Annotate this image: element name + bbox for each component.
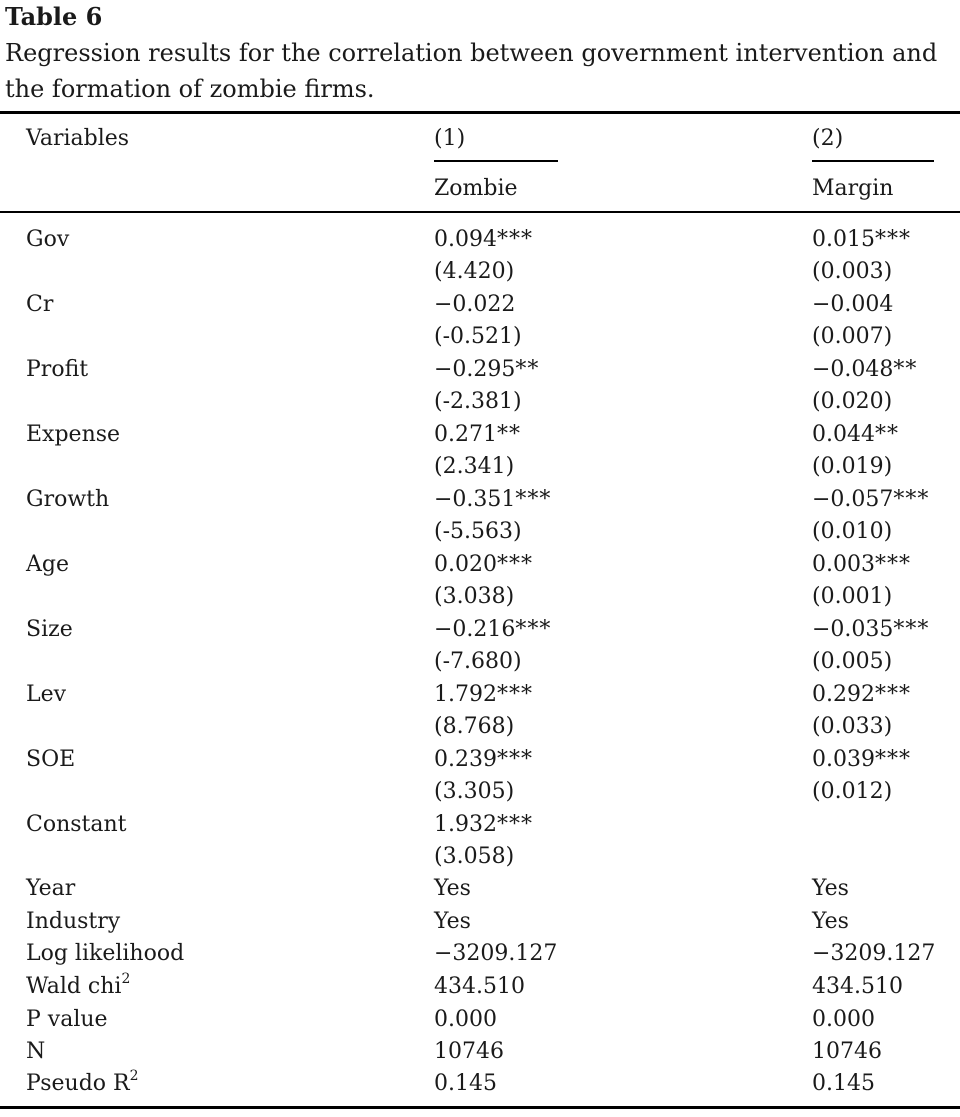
row-label: Gov	[26, 227, 70, 252]
row-se-col1: (3.038)	[434, 584, 515, 609]
row-label: SOE	[26, 747, 76, 772]
stat-label-industry: Industry	[26, 909, 121, 934]
stat-label-wald-sup: 2	[121, 970, 131, 987]
stat-value-year-col1: Yes	[434, 876, 471, 901]
row-coef-col1	[434, 422, 521, 448]
row-coef-col1-stars: ***	[515, 617, 552, 642]
row-coef-col2	[812, 552, 911, 578]
stat-value-pseudo-col2: 0.145	[812, 1071, 875, 1096]
row-coef-col1	[434, 227, 533, 253]
row-label: Profit	[26, 357, 89, 382]
row-coef-col1-value: −0.022	[434, 292, 516, 317]
row-coef-col2	[812, 747, 911, 773]
stat-label-n: N	[26, 1039, 46, 1064]
stat-label-wald-text: Wald chi	[26, 974, 122, 999]
stat-value-wald-col2: 434.510	[812, 974, 903, 999]
stat-label-year: Year	[26, 876, 76, 901]
row-se-col1: (3.058)	[434, 844, 515, 869]
column-2-underline	[812, 160, 934, 162]
stat-label-pseudo-sup: 2	[129, 1067, 139, 1084]
stat-value-year-col2: Yes	[812, 876, 849, 901]
row-coef-col2-value: 0.039	[812, 747, 875, 772]
stat-label-pseudo	[26, 1067, 139, 1097]
row-coef-col1	[434, 552, 533, 578]
row-coef-col2-stars: ***	[893, 487, 930, 512]
row-se-col2: (0.033)	[812, 714, 893, 739]
row-se-col2: (0.005)	[812, 649, 893, 674]
row-coef-col2-value: −0.057	[812, 487, 894, 512]
header-variables: Variables	[26, 126, 130, 151]
row-coef-col2	[812, 487, 929, 513]
column-1-underline	[434, 160, 558, 162]
stat-value-pvalue-col2: 0.000	[812, 1007, 875, 1032]
row-coef-col1	[434, 487, 551, 513]
stat-value-n-col2: 10746	[812, 1039, 882, 1064]
row-se-col2: (0.007)	[812, 324, 893, 349]
row-coef-col1-value: 0.094	[434, 227, 497, 252]
row-coef-col2-stars: **	[893, 357, 918, 382]
row-se-col1: (8.768)	[434, 714, 515, 739]
header-col1-number: (1)	[434, 126, 466, 151]
stat-label-wald	[26, 970, 131, 1000]
row-coef-col2-value: 0.015	[812, 227, 875, 252]
row-coef-col2-stars: ***	[874, 682, 911, 707]
stat-value-industry-col1: Yes	[434, 909, 471, 934]
row-coef-col2	[812, 422, 899, 448]
row-se-col1: (3.305)	[434, 779, 515, 804]
row-coef-col2-stars: **	[874, 422, 899, 447]
stat-value-loglik-col1: −3209.127	[434, 941, 558, 966]
row-coef-col1-value: 1.932	[434, 812, 497, 837]
stat-value-loglik-col2: −3209.127	[812, 941, 936, 966]
header-col2-number: (2)	[812, 126, 844, 151]
row-coef-col1-value: −0.351	[434, 487, 516, 512]
row-coef-col2-stars: ***	[874, 227, 911, 252]
stat-label-pseudo-text: Pseudo R	[26, 1071, 130, 1096]
row-coef-col2	[812, 357, 917, 383]
row-coef-col1	[434, 617, 551, 643]
row-coef-col1-value: 1.792	[434, 682, 497, 707]
table-caption	[5, 2, 960, 107]
table-bottom-rule	[0, 1106, 960, 1109]
stat-label-pvalue: P value	[26, 1007, 108, 1032]
row-coef-col1-stars: ***	[496, 552, 533, 577]
row-se-col2: (0.010)	[812, 519, 893, 544]
stat-value-n-col1: 10746	[434, 1039, 504, 1064]
row-coef-col2-stars: ***	[874, 747, 911, 772]
row-coef-col1-value: 0.020	[434, 552, 497, 577]
row-coef-col2	[812, 617, 929, 643]
row-coef-col1	[434, 747, 533, 773]
row-coef-col2	[812, 227, 911, 253]
row-label: Constant	[26, 812, 127, 837]
table-title: Regression results for the correlation between government intervention and the formation of zombie firms.	[5, 39, 938, 103]
row-coef-col1-stars: ***	[515, 487, 552, 512]
row-coef-col1-stars: ***	[496, 747, 533, 772]
row-se-col1: (-5.563)	[434, 519, 522, 544]
row-label: Age	[26, 552, 69, 577]
row-coef-col2-value: 0.003	[812, 552, 875, 577]
stat-value-pvalue-col1: 0.000	[434, 1007, 497, 1032]
row-se-col2: (0.019)	[812, 454, 893, 479]
row-coef-col1	[434, 292, 515, 318]
row-se-col2: (0.020)	[812, 389, 893, 414]
row-label: Expense	[26, 422, 121, 447]
row-coef-col2-value: 0.292	[812, 682, 875, 707]
row-label: Size	[26, 617, 73, 642]
row-se-col1: (-7.680)	[434, 649, 522, 674]
row-coef-col2-value: −0.048	[812, 357, 894, 382]
row-coef-col2-value: −0.004	[812, 292, 894, 317]
row-se-col1: (2.341)	[434, 454, 515, 479]
stat-value-industry-col2: Yes	[812, 909, 849, 934]
stat-value-wald-col1: 434.510	[434, 974, 525, 999]
row-coef-col1-stars: ***	[496, 682, 533, 707]
row-se-col2: (0.012)	[812, 779, 893, 804]
header-bottom-rule	[0, 211, 960, 213]
row-se-col1: (4.420)	[434, 259, 515, 284]
row-se-col1: (-2.381)	[434, 389, 522, 414]
header-col1-name: Zombie	[434, 176, 518, 201]
stat-value-pseudo-col1: 0.145	[434, 1071, 497, 1096]
row-coef-col1-value: 0.271	[434, 422, 497, 447]
row-coef-col1	[434, 357, 539, 383]
stat-label-loglik: Log likelihood	[26, 941, 185, 966]
row-coef-col1-stars: **	[515, 357, 540, 382]
row-se-col1: (-0.521)	[434, 324, 522, 349]
row-coef-col1-stars: **	[496, 422, 521, 447]
row-coef-col2-stars: ***	[874, 552, 911, 577]
row-coef-col1-stars: ***	[496, 812, 533, 837]
row-label: Lev	[26, 682, 67, 707]
row-coef-col2-stars: ***	[893, 617, 930, 642]
row-se-col2: (0.003)	[812, 259, 893, 284]
row-coef-col1-stars: ***	[496, 227, 533, 252]
row-coef-col1	[434, 682, 533, 708]
row-se-col2: (0.001)	[812, 584, 893, 609]
row-label: Growth	[26, 487, 110, 512]
table-top-rule	[0, 111, 960, 114]
row-coef-col2-value: −0.035	[812, 617, 894, 642]
row-coef-col1-value: −0.295	[434, 357, 516, 382]
row-coef-col1-value: 0.239	[434, 747, 497, 772]
row-coef-col2	[812, 682, 911, 708]
table-label: Table 6	[5, 2, 103, 31]
row-label: Cr	[26, 292, 54, 317]
row-coef-col1	[434, 812, 533, 838]
row-coef-col1-value: −0.216	[434, 617, 516, 642]
header-col2-name: Margin	[812, 176, 894, 201]
row-coef-col2	[812, 292, 893, 318]
row-coef-col2-value: 0.044	[812, 422, 875, 447]
